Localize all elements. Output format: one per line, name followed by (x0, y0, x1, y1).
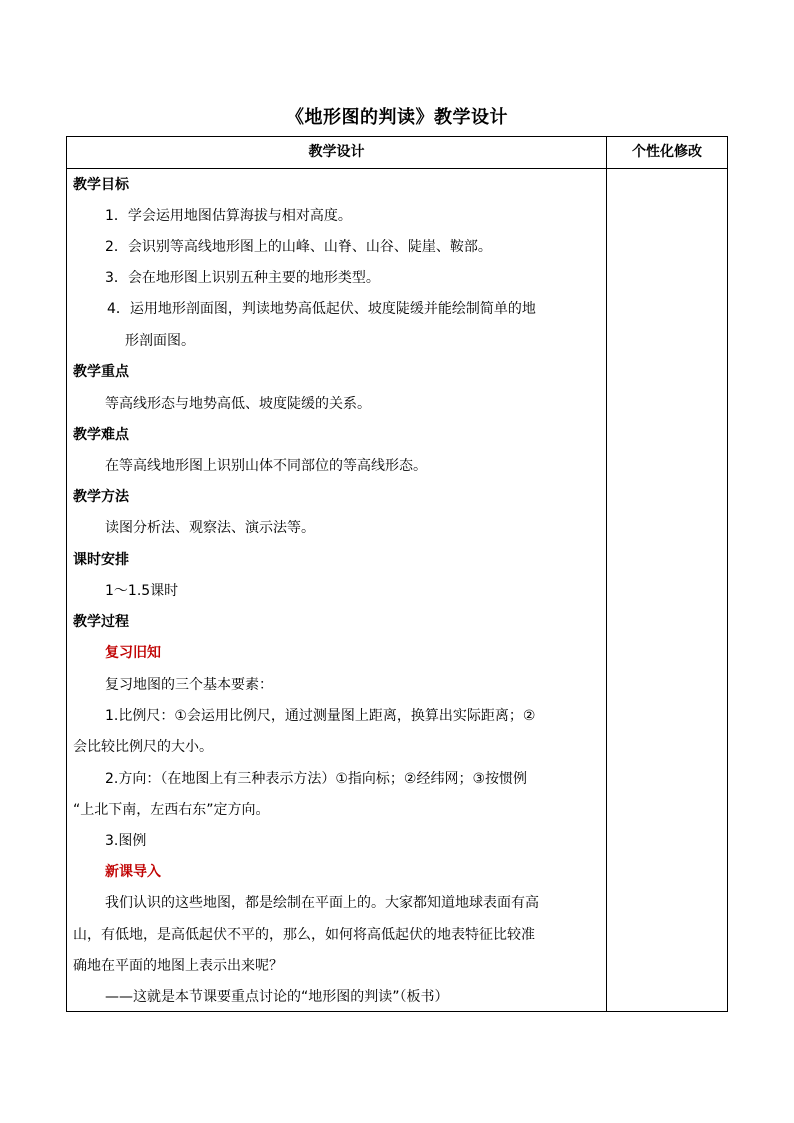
header-personal-edits: 个性化修改 (632, 144, 702, 160)
intro-line: 我们认识的这些地图，都是绘制在平面上的。大家都知道地球表面有高 (105, 895, 539, 911)
schedule-text: 1～1.5课时 (105, 583, 179, 599)
column-divider (606, 137, 607, 1011)
goal-item-continued: 形剖面图。 (125, 333, 195, 349)
difficulty-heading: 教学难点 (73, 427, 129, 443)
intro-line: 确地在平面的地图上表示出来呢？ (73, 958, 283, 974)
review-line: 复习地图的三个基本要素： (105, 677, 273, 693)
review-line: “上北下南，左西右东”定方向。 (73, 802, 270, 818)
header-divider (67, 168, 727, 169)
intro-heading: 新课导入 (105, 864, 161, 880)
header-teaching-design: 教学设计 (308, 144, 365, 160)
key-points-heading: 教学重点 (73, 364, 129, 380)
goal-item: 1．学会运用地图估算海拔与相对高度。 (105, 208, 352, 224)
key-points-text: 等高线形态与地势高低、坡度陡缓的关系。 (105, 396, 371, 412)
goals-heading: 教学目标 (73, 177, 129, 193)
review-line: 1.比例尺：①会运用比例尺，通过测量图上距离，换算出实际距离；② (105, 708, 536, 724)
intro-line: 山，有低地，是高低起伏不平的，那么，如何将高低起伏的地表特征比较准 (73, 927, 535, 943)
goal-item: 2．会识别等高线地形图上的山峰、山脊、山谷、陡崖、鞍部。 (105, 239, 492, 255)
document-title: 《地形图的判读》教学设计 (286, 107, 508, 128)
goal-item: 3．会在地形图上识别五种主要的地形类型。 (105, 270, 380, 286)
review-line: 会比较比例尺的大小。 (73, 739, 213, 755)
review-line: 2.方向：（在地图上有三种表示方法）①指向标；②经纬网；③按惯例 (105, 771, 528, 787)
schedule-heading: 课时安排 (73, 552, 129, 568)
difficulty-text: 在等高线地形图上识别山体不同部位的等高线形态。 (105, 458, 427, 474)
process-heading: 教学过程 (73, 614, 129, 630)
lesson-table (66, 136, 728, 1012)
goal-item: 4．运用地形剖面图，判读地势高低起伏、坡度陡缓并能绘制简单的地 (107, 301, 536, 317)
method-text: 读图分析法、观察法、演示法等。 (105, 520, 315, 536)
review-line: 3.图例 (105, 833, 147, 849)
method-heading: 教学方法 (73, 489, 129, 505)
intro-line: ——这就是本节课要重点讨论的“地形图的判读”（板书） (105, 989, 449, 1005)
review-heading: 复习旧知 (105, 645, 161, 661)
